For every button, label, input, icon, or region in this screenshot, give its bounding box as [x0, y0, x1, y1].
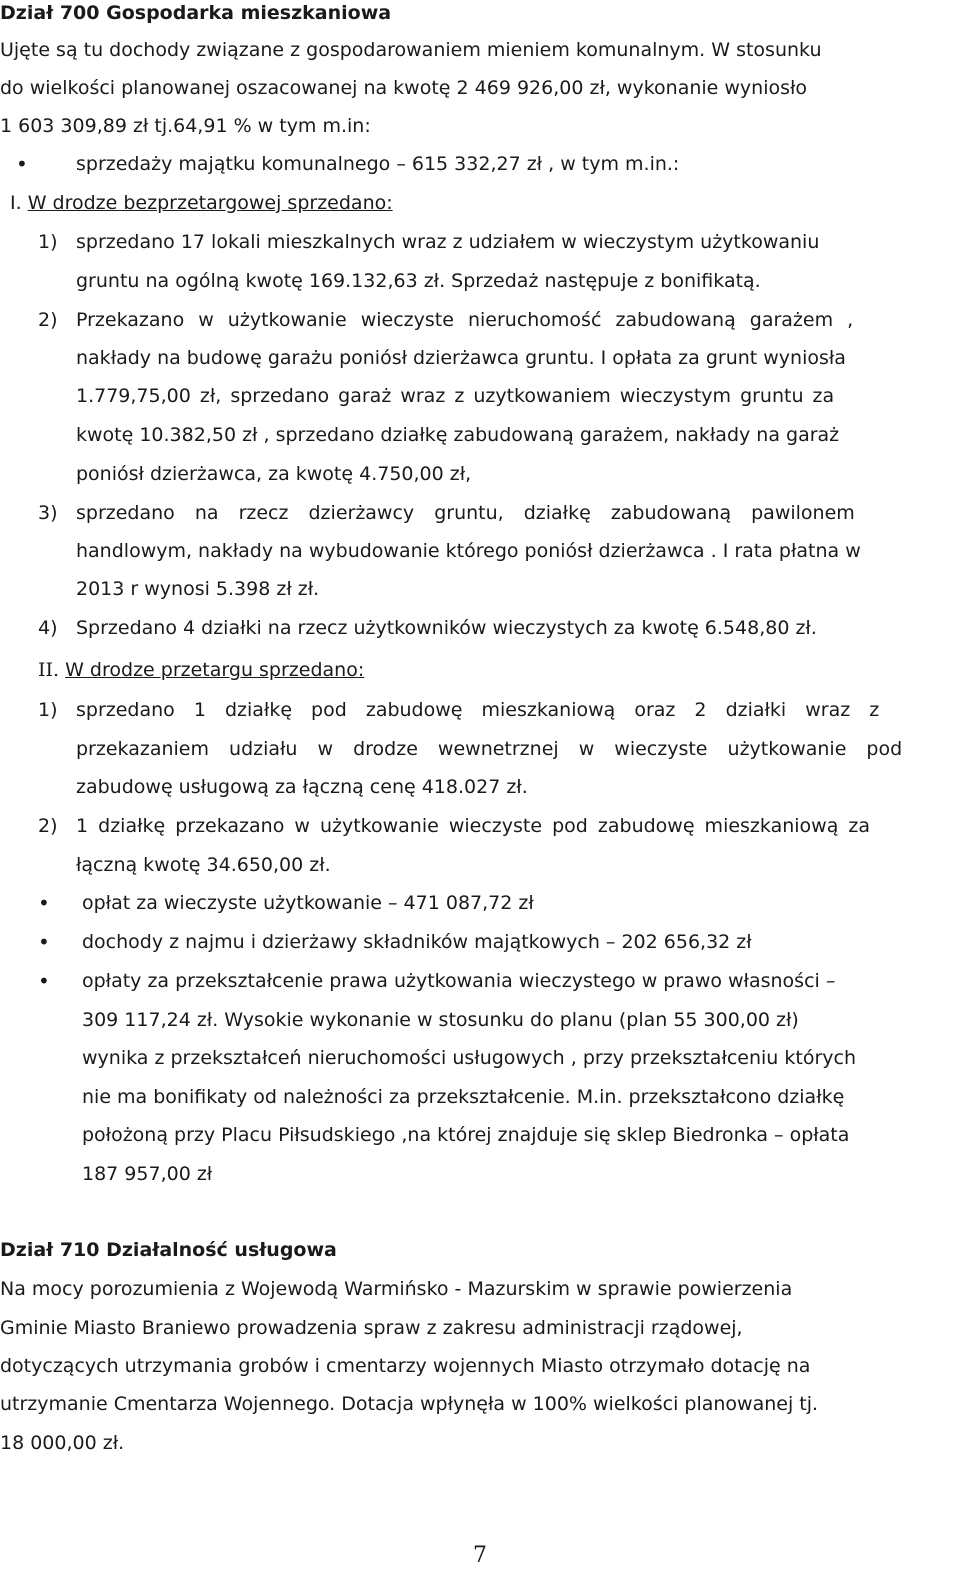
bullet-text: 187 957,00 zł [82, 1163, 213, 1185]
item-number: 1) [38, 231, 58, 253]
intro-line-1: Ujęte są tu dochody związane z gospodarowaniem mieniem komunalnym. W stosunku [0, 39, 822, 61]
bullet-text: nie ma bonifikaty od należności za przekształcenie. M.in. przekształcono działkę [82, 1086, 845, 1108]
section-2-label: W drodze przetargu sprzedano: [65, 659, 365, 681]
item-line: łączną kwotę 34.650,00 zł. [76, 854, 331, 876]
item-line: przekazaniem udziału w drodze wewnetrznej w wieczyste użytkowanie pod [76, 738, 903, 760]
paragraph-line: utrzymanie Cmentarza Wojennego. Dotacja wpłynęła w 100% wielkości planowanej tj. [0, 1393, 819, 1415]
item-number: 2) [38, 309, 58, 331]
bullet-text: opłaty za przekształcenie prawa użytkowania wieczystego w prawo własności – [82, 970, 836, 992]
bullet-text: opłat za wieczyste użytkowanie – 471 087,72 zł [82, 892, 534, 914]
bullet-icon: • [38, 891, 50, 915]
bullet-icon: • [16, 152, 28, 176]
bullet-icon: • [38, 969, 50, 993]
item-line: sprzedano 1 działkę pod zabudowę mieszkaniową oraz 2 działki wraz z [76, 699, 880, 721]
paragraph-line: Na mocy porozumienia z Wojewodą Warmińsko - Mazurskim w sprawie powierzenia [0, 1278, 793, 1300]
item-number: 1) [38, 699, 58, 721]
intro-line-2: do wielkości planowanej oszacowanej na kwotę 2 469 926,00 zł, wykonanie wyniosło [0, 77, 808, 99]
item-line [76, 229, 958, 255]
section-heading-700: Dział 700 Gospodarka mieszkaniowa [0, 2, 392, 24]
item-number: 2) [38, 815, 58, 837]
page-number: 7 [473, 1543, 487, 1568]
section-1-label: W drodze bezprzetargowej sprzedano: [27, 192, 393, 214]
paragraph-line: dotyczących utrzymania grobów i cmentarzy wojennych Miasto otrzymało dotację na [0, 1355, 811, 1377]
item-line: gruntu na ogólną kwotę 169.132,63 zł. Sprzedaż następuje z bonifikatą. [76, 270, 761, 292]
bullet-icon: • [38, 930, 50, 954]
item-line: nakłady na budowę garażu poniósł dzierżawca gruntu. I opłata za grunt wyniosła [76, 347, 846, 369]
item-line: 1 działkę przekazano w użytkowanie wieczyste pod zabudowę mieszkaniową za [76, 815, 871, 837]
item-line: Przekazano w użytkowanie wieczyste nieruchomość zabudowaną garażem , [76, 309, 854, 331]
item-line: zabudowę usługową za łączną cenę 418.027 zł. [76, 776, 528, 798]
item-number: 3) [38, 502, 58, 524]
item-line: kwotę 10.382,50 zł , sprzedano działkę zabudowaną garażem, nakłady na garaż [76, 424, 840, 446]
section-2-title [38, 657, 364, 683]
bullet-text: 309 117,24 zł. Wysokie wykonanie w stosunku do planu (plan 55 300,00 zł) [82, 1009, 799, 1031]
intro-line-3: 1 603 309,89 zł tj.64,91 % w tym m.in: [0, 115, 371, 137]
section-heading-710: Dział 710 Działalność usługowa [0, 1239, 337, 1261]
item-line-text: sprzedano 17 lokali mieszkalnych wraz z udziałem w wieczystym użytkowaniu [76, 231, 820, 253]
item-line: Sprzedano 4 działki na rzecz użytkowników wieczystych za kwotę 6.548,80 zł. [76, 617, 817, 639]
item-line: handlowym, nakłady na wybudowanie którego poniósł dzierżawca . I rata płatna w [76, 540, 861, 562]
bullet-sale-text: sprzedaży majątku komunalnego – 615 332,27 zł , w tym m.in.: [76, 153, 680, 175]
item-line: poniósł dzierżawca, za kwotę 4.750,00 zł, [76, 463, 472, 485]
item-line: sprzedano na rzecz dzierżawcy gruntu, działkę zabudowaną pawilonem [76, 502, 855, 524]
bullet-text: położoną przy Placu Piłsudskiego ,na której znajduje się sklep Biedronka – opłata [82, 1124, 850, 1146]
paragraph-line: 18 000,00 zł. [0, 1432, 125, 1454]
paragraph-line: Gminie Miasto Braniewo prowadzenia spraw z zakresu administracji rządowej, [0, 1317, 743, 1339]
section-1-numeral: I. [10, 192, 22, 214]
section-2-numeral: II. [38, 659, 60, 681]
item-line: 1.779,75,00 zł, sprzedano garaż wraz z uzytkowaniem wieczystym gruntu za [76, 385, 835, 407]
bullet-text: dochody z najmu i dzierżawy składników majątkowych – 202 656,32 zł [82, 931, 752, 953]
section-1-title [10, 190, 393, 216]
item-line: 2013 r wynosi 5.398 zł zł. [76, 578, 320, 600]
item-number: 4) [38, 617, 58, 639]
bullet-text: wynika z przekształceń nieruchomości usługowych , przy przekształceniu których [82, 1047, 857, 1069]
